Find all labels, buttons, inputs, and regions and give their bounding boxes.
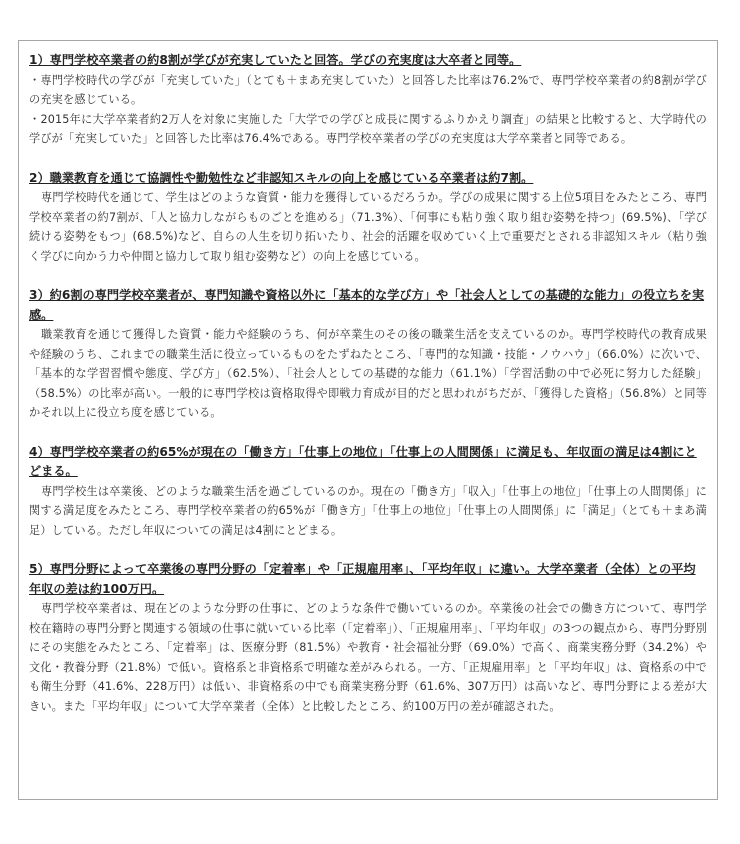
section-4-body: 専門学校生は卒業後、どのような職業生活を過ごしているのか。現在の「働き方」「収入」「仕事上の地位」「仕事上の人間関係」に関する満足度をみたところ、専門学校卒業者の約65%が「働き方」「仕事上の地位」「仕事上の人間関係」に「満足」（とても＋まあ満足）している。ただし年収についての満足は4割にとどまる。 [29, 484, 707, 537]
section-1-heading: 1）専門学校卒業者の約8割が学びが充実していたと回答。学びの充実度は大卒者と同等。 [29, 53, 522, 67]
section-4 [29, 443, 707, 541]
section-2-heading: 2）職業教育を通じて協調性や勤勉性など非認知スキルの向上を感じている卒業者は約7割。 [29, 170, 534, 185]
section-5-heading: 5）専門分野によって卒業後の専門分野の「定着率」や「正規雇用率」、「平均年収」に違い。大学卒業者（全体）との平均年収の差は約100万円。 [29, 562, 696, 596]
section-3-heading: 3）約6割の専門学校卒業者が、専門知識や資格以外に「基本的な学び方」や「社会人としての基礎的な能力」の役立ちを実感。 [29, 288, 705, 322]
section-2-body: 専門学校時代を通じて、学生はどのような資質・能力を獲得しているだろうか。学びの成果に関する上位5項目をみたところ、専門学校卒業者の約7割が、「人と協力しながらものごとを進める」（71.3%）、「何事にも粘り強く取り組む姿勢を持つ」(69.5%)、「学び続ける姿勢をもつ」(68.5%)など、自らの人生を切り拓いたり、社会的活躍を収めていく上で重要だとされる非認知スキル（粘り強く学びに向かう力や仲間と協力して取り組む姿勢など）の向上を感じている。 [29, 191, 707, 263]
section-1 [29, 51, 707, 149]
section-3-body: 職業教育を通じて獲得した資質・能力や経験のうち、何が卒業生のその後の職業生活を支えているのか。専門学校時代の教育成果や経験のうち、これまでの職業生活に役立っているものをたずねたところ、「専門的な知識・技能・ノウハウ」（66.0%）に次いで、「基本的な学習習慣や態度、学び方」（62.5%）、「社会人としての基礎的な能力（61.1%）「学習活動の中で必死に努力した経験」（58.5%）の比率が高い。一般的に専門学校は資格取得や即戦力育成が目的だと思われがちだが、「獲得した資格」（56.8%）と同等かそれ以上に役立ち度を感じている。 [29, 328, 707, 419]
section-5-body: 専門学校卒業者は、現在どのような分野の仕事に、どのような条件で働いているのか。卒業後の社会での働き方について、専門学校在籍時の専門分野と関連する領域の仕事に就いている比率（「定着率」）、「正規雇用率」、「平均年収」の3つの観点から、専門分野別にその実態をみたところ、「定着率」は、医療分野（81.5%）や教育・社会福祉分野（69.0%）で高く、商業実務分野（34.2%）や文化・教養分野（21.8%）で低い。資格系と非資格系で明確な差がみられる。一方、「正規雇用率」と「平均年収」は、資格系の中でも衛生分野（41.6%、228万円）は低い、非資格系の中でも商業実務分野（61.6%、307万円）は高いなど、専門分野による差が大きい。また「平均年収」について大学卒業者（全体）と比較したところ、約100万円の差が確認された。 [29, 602, 707, 713]
report-summary-box [18, 40, 718, 800]
section-1-bullet-2: ・2015年に大学卒業者約2万人を対象に実施した「大学での学びと成長に関するふりかえり調査」の結果と比較すると、大学時代の学びが「充実していた」と回答した比率は76.4%である。専門学校卒業者の学びの充実度は大学卒業者と同等である。 [29, 112, 707, 145]
section-2 [29, 169, 707, 267]
section-1-bullet-1: ・専門学校時代の学びが「充実していた」（とても＋まあ充実していた）と回答した比率は76.2%で、専門学校卒業者の約8割が学びの充実を感じている。 [29, 73, 707, 106]
section-3 [29, 286, 707, 423]
section-4-heading: 4）専門学校卒業者の約65%が現在の「働き方」「仕事上の地位」「仕事上の人間関係」に満足も、年収面の満足は4割にとどまる。 [29, 444, 697, 478]
section-5 [29, 560, 707, 716]
